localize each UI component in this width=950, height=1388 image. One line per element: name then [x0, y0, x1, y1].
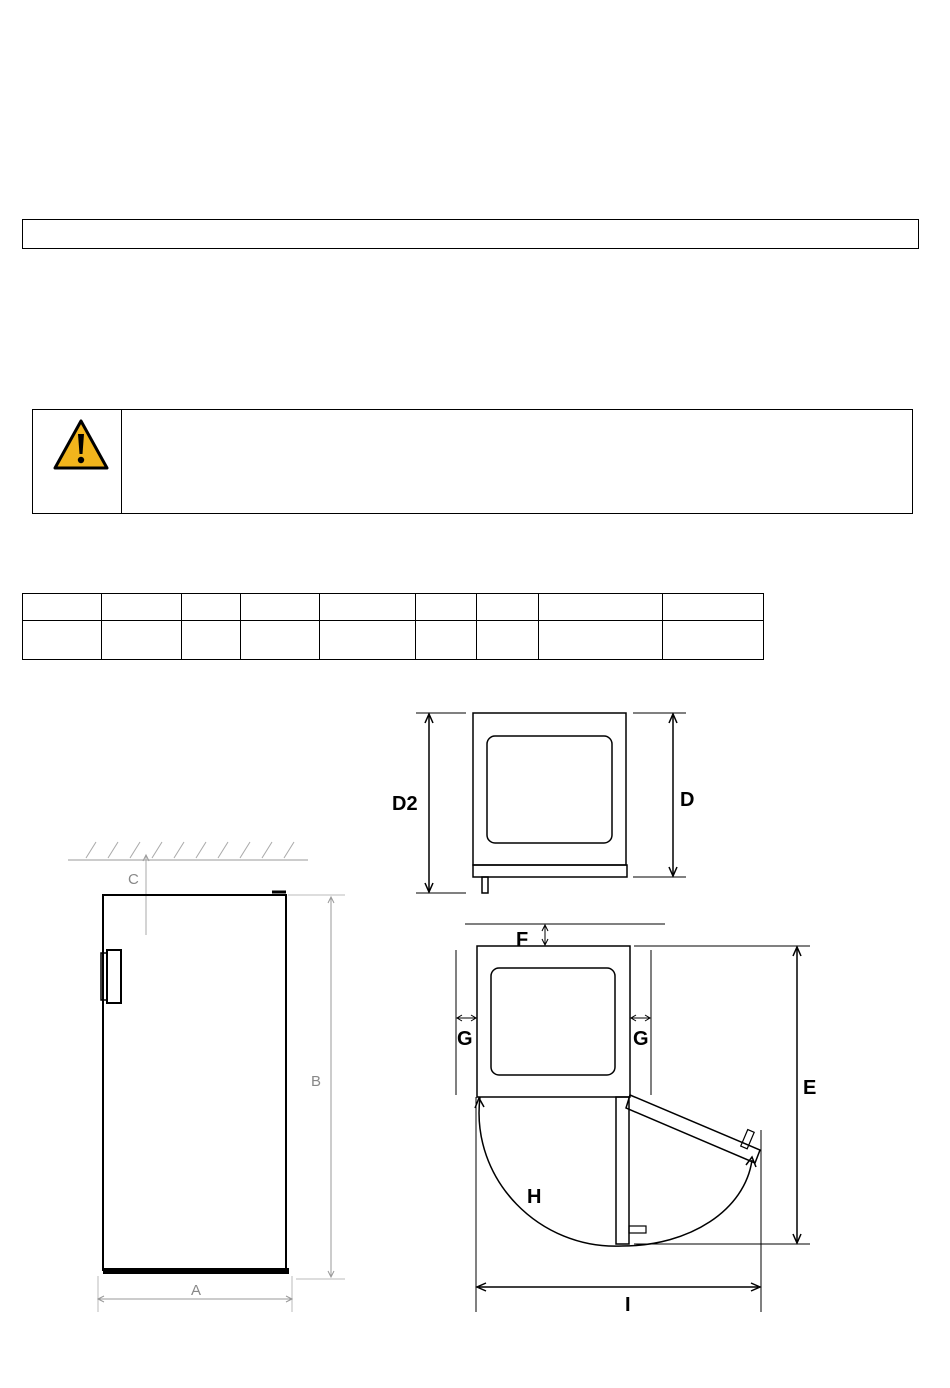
dimension-label-d2: D2 — [392, 793, 418, 815]
dimension-label-i: I — [625, 1294, 631, 1316]
dimension-label-f: F — [516, 929, 529, 951]
top-view-diagram — [392, 713, 694, 893]
dimension-label-a: A — [191, 1282, 202, 1299]
dimension-label-b: B — [311, 1073, 322, 1090]
dimension-label-g-right: G — [633, 1028, 649, 1050]
side-view-diagram — [68, 842, 345, 1312]
dimension-label-g-left: G — [457, 1028, 473, 1050]
dimension-label-c: C — [128, 871, 139, 888]
dimension-label-e: E — [803, 1077, 817, 1099]
dimension-label-h: H — [527, 1186, 542, 1208]
plan-view-diagram — [456, 924, 816, 1316]
dimension-label-d: D — [680, 789, 695, 811]
